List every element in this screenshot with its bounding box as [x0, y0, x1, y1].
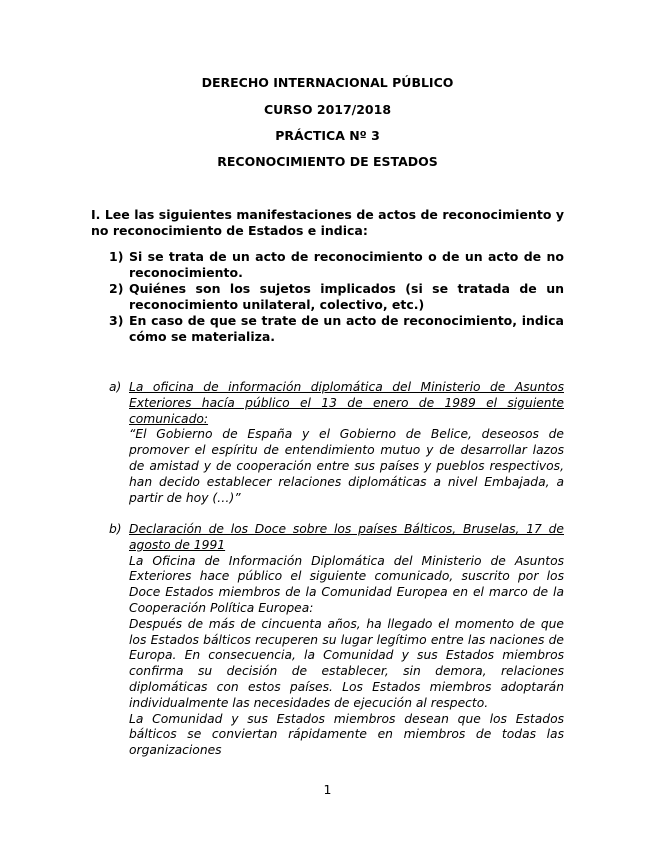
question-number: 2) [109, 281, 124, 296]
case-paragraph: “El Gobierno de España y el Gobierno de Belice, deseosos de promover el espíritu de entendimiento mutuo y de desarrollar lazos de amistad y de cooperación entre sus países y pueblos respectivos, han decido establecer relaciones diplomáticas a nivel Embajada, a partir de hoy (…)” [129, 427, 564, 505]
question-number: 1) [109, 249, 124, 264]
case-item-b [91, 522, 564, 759]
course-subject-title: DERECHO INTERNACIONAL PÚBLICO [201, 75, 454, 90]
intro-instructions: I. Lee las siguientes manifestaciones de actos de reconocimiento y no reconocimiento de Estados e indica: [91, 207, 564, 238]
case-letter: a) [109, 380, 122, 394]
case-paragraph: Después de más de cincuenta años, ha llegado el momento de que los Estados bálticos recuperen su lugar legítimo entre las naciones de Europa. En consecuencia, la Comunidad y sus Estados miembros confirma su decisión de establecer, sin demora, relaciones diplomáticas con estos países. Los Estados miembros adoptarán individualmente las necesidades de ejecución al respecto. [129, 616, 564, 710]
case-body [129, 380, 564, 506]
question-text: Si se trata de un acto de reconocimiento o de un acto de no reconocimiento. [129, 249, 564, 280]
case-heading: Declaración de los Doce sobre los países Bálticos, Bruselas, 17 de agosto de 1991 [129, 522, 564, 552]
question-item [91, 313, 564, 345]
case-body [129, 522, 564, 759]
question-item [91, 249, 564, 281]
case-item-a [91, 380, 564, 506]
case-letter: b) [109, 522, 122, 536]
question-text: En caso de que se trate de un acto de reconocimiento, indica cómo se materializa. [129, 313, 564, 344]
practice-topic: RECONOCIMIENTO DE ESTADOS [217, 154, 438, 169]
question-number: 3) [109, 313, 124, 328]
course-year: CURSO 2017/2018 [263, 102, 392, 117]
practice-number: PRÁCTICA Nº 3 [275, 128, 380, 143]
case-heading: La oficina de información diplomática del Ministerio de Asuntos Exteriores hacía público el 13 de enero de 1989 el siguiente comunicado: [129, 380, 564, 426]
case-paragraph: La Oficina de Información Diplomática del Ministerio de Asuntos Exteriores hace público el siguiente comunicado, suscrito por los Doce Estados miembros de la Comunidad Europea en el marco de la Cooperación Política Europea: [129, 553, 564, 615]
question-text: Quiénes son los sujetos implicados (si se tratada de un reconocimiento unilateral, colectivo, etc.) [129, 281, 564, 312]
case-paragraph: La Comunidad y sus Estados miembros desean que los Estados bálticos se conviertan rápidamente en miembros de todas las organizaciones [129, 711, 564, 758]
question-item [91, 281, 564, 313]
page-number: 1 [323, 782, 332, 797]
question-list [91, 249, 564, 345]
